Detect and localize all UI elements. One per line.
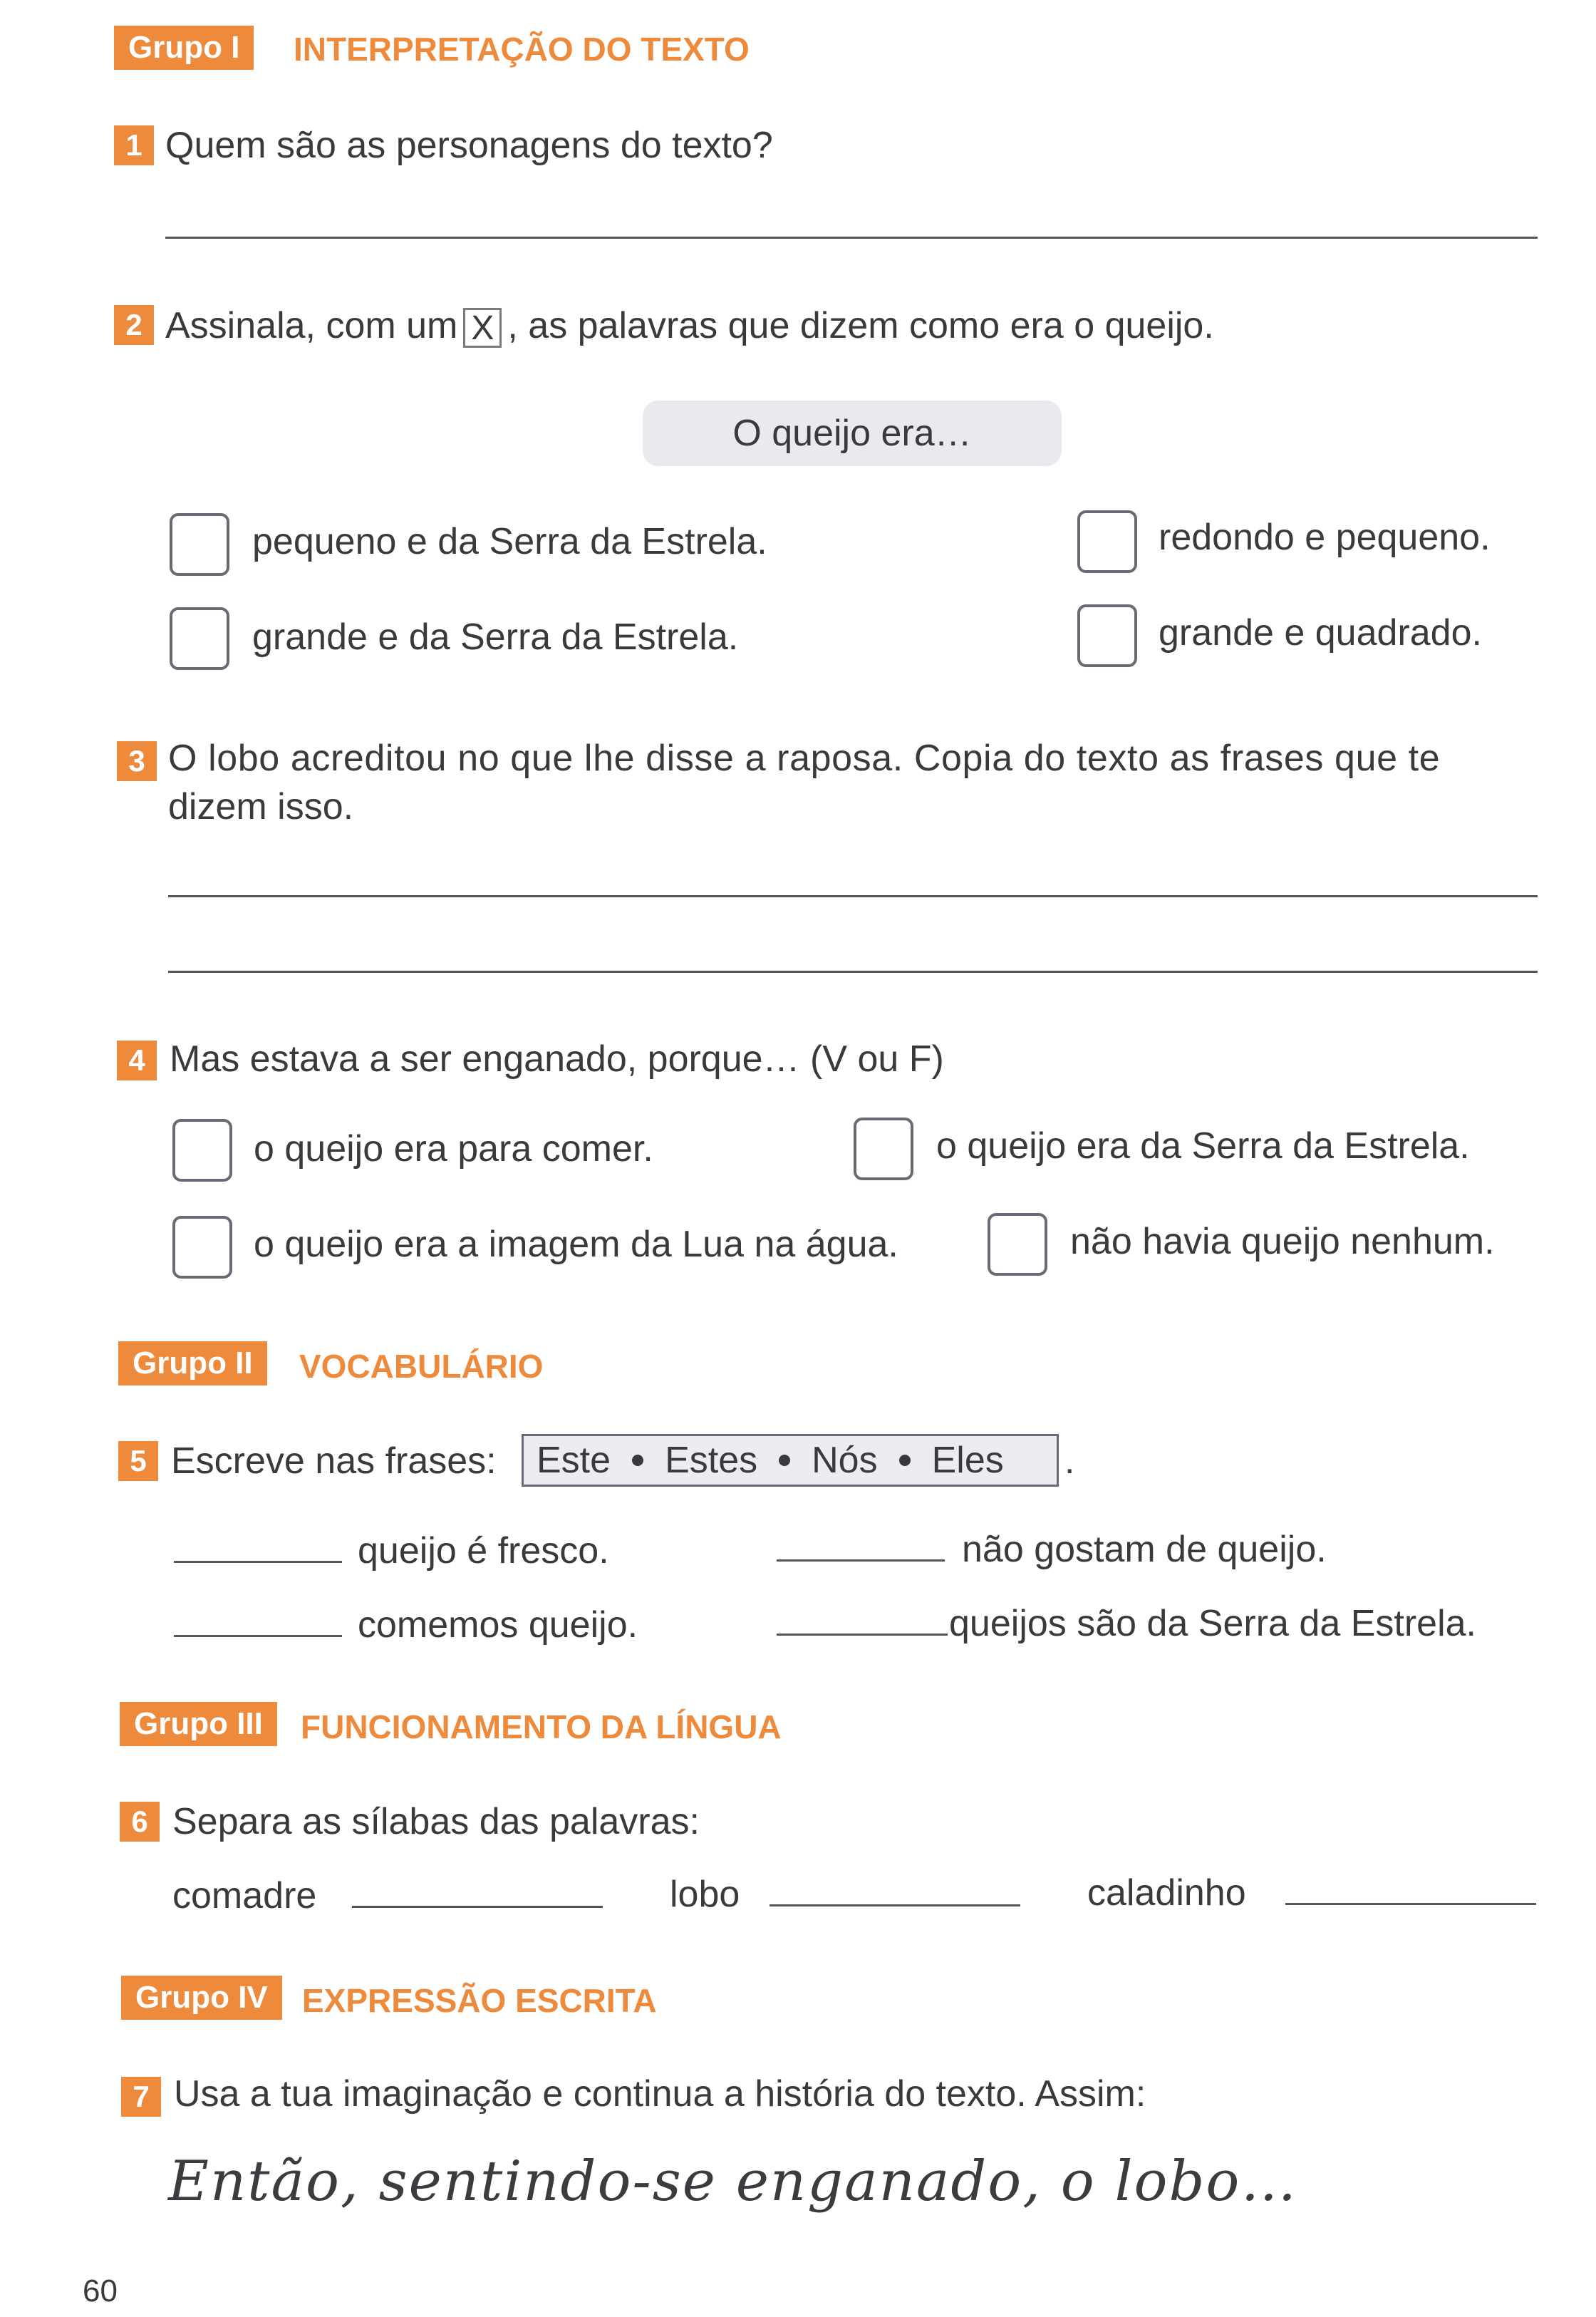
answer-line-3a[interactable] xyxy=(168,895,1538,897)
question-2-heading xyxy=(643,401,1062,466)
question-5-number: 5 xyxy=(118,1441,158,1481)
group-4-badge-label: Grupo IV xyxy=(135,1980,268,2015)
q5-sentence-1: queijo é fresco. xyxy=(358,1530,609,1572)
question-6-number: 6 xyxy=(120,1802,160,1842)
q5-sentence-4: queijos são da Serra da Estrela. xyxy=(949,1603,1476,1644)
bullet-dot xyxy=(899,1455,911,1466)
q4-option-3-label: o queijo era a imagem da Lua na água. xyxy=(254,1224,898,1265)
group-2-badge-label: Grupo II xyxy=(133,1346,253,1381)
question-3-line-1: O lobo acreditou no que lhe disse a raposa. Copia do texto as frases que te xyxy=(168,738,1441,779)
q4-option-4-label: não havia queijo nenhum. xyxy=(1070,1221,1495,1262)
blank-q6-1[interactable] xyxy=(352,1906,603,1908)
question-6-text: Separa as sílabas das palavras: xyxy=(172,1801,700,1842)
group-2-title: VOCABULÁRIO xyxy=(299,1348,544,1385)
blank-q5-1[interactable] xyxy=(174,1561,342,1563)
group-3-badge-label: Grupo III xyxy=(134,1706,263,1741)
word-bank-item-2: Estes xyxy=(665,1440,758,1481)
bullet-dot xyxy=(632,1455,643,1466)
q6-word-2: lobo xyxy=(670,1874,740,1915)
question-2-text-after: , as palavras que dizem como era o queijo. xyxy=(507,305,1214,346)
checkbox-q4-option-4[interactable] xyxy=(988,1213,1047,1276)
x-mark-example: X xyxy=(463,308,502,348)
question-7-text: Usa a tua imaginação e continua a história do texto. Assim: xyxy=(174,2073,1146,2115)
group-4-title: EXPRESSÃO ESCRITA xyxy=(302,1982,657,2019)
question-7-number: 7 xyxy=(121,2077,161,2117)
word-bank-item-3: Nós xyxy=(812,1440,878,1481)
q5-sentence-2: não gostam de queijo. xyxy=(962,1529,1327,1570)
question-4-number: 4 xyxy=(117,1041,157,1080)
question-2-text-before: Assinala, com um xyxy=(165,305,458,346)
word-bank xyxy=(522,1434,1059,1487)
question-2-heading-text: O queijo era… xyxy=(732,413,972,454)
page-number: 60 xyxy=(83,2274,118,2308)
word-bank-period: . xyxy=(1064,1440,1075,1482)
q2-option-3-label: grande e da Serra da Estrela. xyxy=(252,616,739,658)
q2-option-2-label: redondo e pequeno. xyxy=(1159,517,1491,558)
handwritten-prompt: Então, sentindo-se enganado, o lobo… xyxy=(168,2150,1298,2214)
question-1-number: 1 xyxy=(114,125,154,165)
q6-word-1: comadre xyxy=(172,1875,317,1916)
question-3-number: 3 xyxy=(117,741,157,781)
question-2-number: 2 xyxy=(114,305,154,345)
checkbox-q4-option-2[interactable] xyxy=(854,1118,913,1180)
q2-option-4-label: grande e quadrado. xyxy=(1159,612,1482,654)
blank-q5-3[interactable] xyxy=(174,1635,342,1637)
answer-line-3b[interactable] xyxy=(168,971,1538,973)
checkbox-q2-option-1[interactable] xyxy=(170,513,229,576)
checkbox-q4-option-1[interactable] xyxy=(172,1119,232,1182)
checkbox-q2-option-3[interactable] xyxy=(170,607,229,670)
group-1-badge-label: Grupo I xyxy=(128,30,240,65)
q4-option-1-label: o queijo era para comer. xyxy=(254,1128,653,1170)
group-1-badge xyxy=(114,26,254,70)
q6-word-3: caladinho xyxy=(1087,1872,1246,1914)
group-4-badge xyxy=(121,1976,282,2020)
blank-q6-2[interactable] xyxy=(770,1904,1020,1906)
blank-q6-3[interactable] xyxy=(1285,1903,1536,1905)
checkbox-q2-option-2[interactable] xyxy=(1077,510,1137,573)
q5-sentence-3: comemos queijo. xyxy=(358,1604,638,1646)
group-1-title: INTERPRETAÇÃO DO TEXTO xyxy=(294,31,750,68)
word-bank-item-1: Este xyxy=(537,1440,611,1481)
answer-line-1[interactable] xyxy=(165,237,1538,239)
group-2-badge xyxy=(118,1341,267,1385)
blank-q5-2[interactable] xyxy=(777,1559,945,1562)
question-2-text xyxy=(165,304,1214,348)
question-5-text: Escreve nas frases: xyxy=(171,1440,497,1482)
checkbox-q2-option-4[interactable] xyxy=(1077,604,1137,667)
blank-q5-4[interactable] xyxy=(777,1634,948,1636)
q4-option-2-label: o queijo era da Serra da Estrela. xyxy=(936,1125,1470,1167)
group-3-title: FUNCIONAMENTO DA LÍNGUA xyxy=(301,1708,782,1745)
bullet-dot xyxy=(779,1455,790,1466)
question-1-text: Quem são as personagens do texto? xyxy=(165,125,773,166)
q2-option-1-label: pequeno e da Serra da Estrela. xyxy=(252,521,767,562)
checkbox-q4-option-3[interactable] xyxy=(172,1216,232,1279)
question-4-text: Mas estava a ser enganado, porque… (V ou F) xyxy=(170,1038,944,1080)
word-bank-item-4: Eles xyxy=(931,1440,1004,1481)
question-3-line-2: dizem isso. xyxy=(168,786,354,827)
group-3-badge xyxy=(120,1702,277,1746)
